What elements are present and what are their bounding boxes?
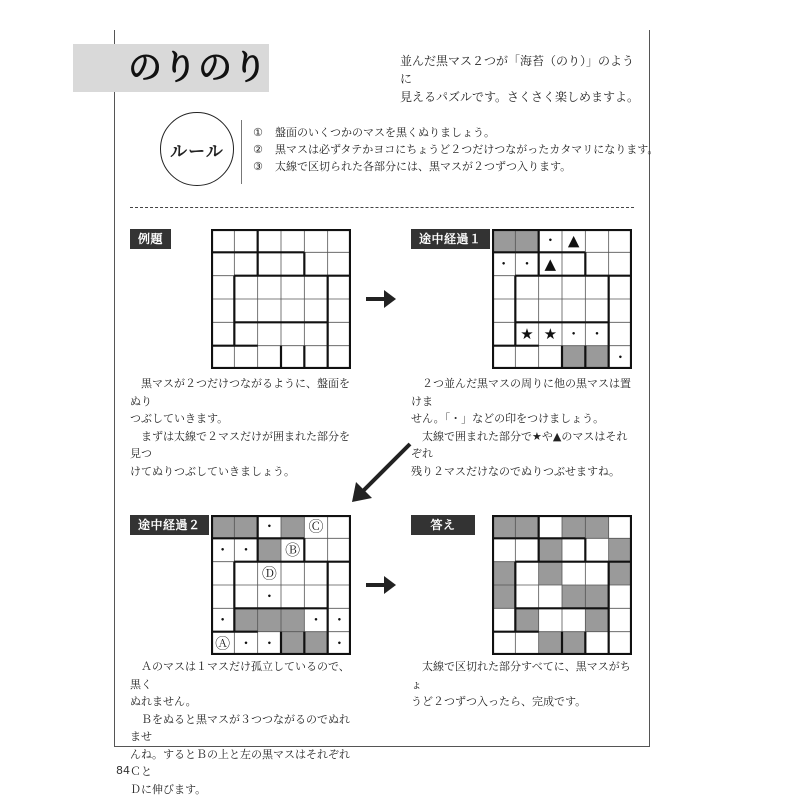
panel-label-example: 例題 bbox=[130, 229, 171, 249]
rule-text: 太線で区切られた各部分には、黒マスが２つずつ入ります。 bbox=[275, 160, 572, 173]
shaded-cell bbox=[492, 229, 515, 252]
cell-mark: ▲ bbox=[544, 255, 557, 273]
section-divider bbox=[130, 207, 634, 208]
text-line: ぬれません。 bbox=[130, 695, 197, 708]
puzzle-grid-answer bbox=[492, 515, 632, 655]
rule-item bbox=[253, 141, 658, 158]
panel-text-step1 bbox=[411, 375, 635, 480]
text-line: 黒マスが２つだけつながるように、盤面をぬり bbox=[130, 377, 350, 408]
puzzle-grid-step1 bbox=[492, 229, 632, 369]
text-line: けてぬりつぶしていきましょう。 bbox=[130, 464, 295, 478]
shaded-cell bbox=[609, 562, 632, 585]
cell-mark: ・ bbox=[262, 519, 277, 536]
rule-list bbox=[253, 124, 658, 175]
shaded-cell bbox=[609, 538, 632, 561]
shaded-cell bbox=[562, 632, 585, 655]
cell-mark: ・ bbox=[239, 543, 253, 559]
shaded-cell bbox=[281, 608, 304, 631]
cell-mark: ・ bbox=[543, 233, 558, 250]
cell-mark: ・ bbox=[590, 327, 604, 343]
arrow-right-icon bbox=[364, 573, 398, 597]
text-line: せん。「・」などの印をつけましょう。 bbox=[411, 412, 605, 425]
text-line: うど２つずつ入ったら、完成です。 bbox=[411, 695, 587, 708]
cell-mark: Ⓓ bbox=[261, 564, 277, 583]
rule-number: ③ bbox=[253, 160, 263, 173]
rule-number: ② bbox=[253, 143, 263, 156]
shaded-cell bbox=[515, 515, 538, 538]
shaded-cell bbox=[585, 515, 608, 538]
intro-line: 見えるパズルです。さくさく楽しめますよ。 bbox=[400, 90, 640, 104]
cell-mark: ・ bbox=[215, 613, 230, 629]
puzzle-grid-example bbox=[211, 229, 351, 369]
text-line: ２つ並んだ黒マスの周りに他の黒マスは置けま bbox=[411, 377, 631, 408]
text-line: 太線で囲まれた部分で★や▲のマスはそれぞれ bbox=[411, 429, 628, 460]
text-line: Ｂをぬると黒マスが３つつながるのでぬれませ bbox=[130, 712, 350, 743]
text-line: つぶしていきます。 bbox=[130, 412, 229, 425]
text-line: 太線で区切れた部分すべてに、黒マスがちょ bbox=[411, 660, 631, 691]
shaded-cell bbox=[492, 562, 515, 585]
cell-mark: ★ bbox=[543, 325, 558, 343]
cell-mark: ・ bbox=[239, 636, 253, 653]
shaded-cell bbox=[234, 515, 257, 538]
rule-item bbox=[253, 124, 658, 141]
shaded-cell bbox=[585, 608, 608, 631]
shaded-cell bbox=[258, 608, 281, 631]
cell-mark: ・ bbox=[332, 613, 347, 629]
cell-mark: ・ bbox=[496, 257, 511, 273]
rule-text: 盤面のいくつかのマスを黒くぬりましょう。 bbox=[275, 126, 495, 139]
rule-divider bbox=[241, 120, 242, 184]
shaded-cell bbox=[585, 585, 608, 608]
cell-mark: ・ bbox=[613, 350, 628, 367]
page-number: 84 bbox=[116, 764, 130, 777]
grid-svg bbox=[211, 515, 351, 655]
rule-badge bbox=[160, 112, 234, 186]
shaded-cell bbox=[539, 538, 562, 561]
panel-label-step2: 途中経過２ bbox=[130, 515, 209, 535]
rule-label: ルール bbox=[170, 141, 224, 162]
shaded-cell bbox=[281, 515, 304, 538]
shaded-cell bbox=[585, 346, 608, 369]
cell-mark: Ⓐ bbox=[215, 634, 231, 653]
shaded-cell bbox=[258, 538, 281, 561]
grid-svg bbox=[211, 229, 351, 369]
cell-mark: ・ bbox=[566, 327, 581, 343]
shaded-cell bbox=[539, 632, 562, 655]
shaded-cell bbox=[492, 585, 515, 608]
rule-text: 黒マスは必ずタテかヨコにちょうど２つだけつながったカタマリになります。 bbox=[275, 143, 659, 156]
panel-text-answer bbox=[411, 658, 635, 711]
panel-label-step1: 途中経過１ bbox=[411, 229, 490, 249]
cell-mark: ・ bbox=[215, 543, 230, 559]
shaded-cell bbox=[562, 585, 585, 608]
panel-text-example bbox=[130, 375, 354, 480]
text-line: んね。するとＢの上と左の黒マスはそれぞれＣと bbox=[130, 747, 350, 778]
shaded-cell bbox=[515, 608, 538, 631]
shaded-cell bbox=[304, 632, 327, 655]
cell-mark: Ⓒ bbox=[308, 517, 324, 536]
arrow-down-left-icon bbox=[348, 440, 414, 506]
intro-line: 並んだ黒マス２つが「海苔（のり）」のように bbox=[400, 54, 635, 86]
text-line: まずは太線で２マスだけが囲まれた部分を見つ bbox=[130, 429, 350, 460]
rule-item bbox=[253, 158, 658, 175]
shaded-cell bbox=[281, 632, 304, 655]
cell-mark: Ⓑ bbox=[285, 541, 301, 559]
cell-mark: ・ bbox=[520, 257, 534, 273]
panel-label-answer: 答え bbox=[411, 515, 475, 535]
panel-text-step2 bbox=[130, 658, 354, 798]
shaded-cell bbox=[515, 229, 538, 252]
text-line: Ｄに伸びます。 bbox=[130, 782, 207, 796]
text-line: Ａのマスは１マスだけ孤立しているので、黒く bbox=[130, 660, 350, 691]
shaded-cell bbox=[562, 515, 585, 538]
cell-mark: ・ bbox=[332, 636, 347, 653]
shaded-cell bbox=[492, 515, 515, 538]
cell-mark: ★ bbox=[520, 325, 534, 343]
cell-mark: ・ bbox=[262, 636, 277, 653]
cell-mark: ▲ bbox=[567, 231, 580, 250]
grid-svg bbox=[492, 229, 632, 369]
shaded-cell bbox=[539, 562, 562, 585]
arrow-right-icon bbox=[364, 287, 398, 311]
rule-number: ① bbox=[253, 126, 263, 139]
grid-svg bbox=[492, 515, 632, 655]
shaded-cell bbox=[562, 346, 585, 369]
cell-mark: ・ bbox=[262, 589, 277, 606]
puzzle-grid-step2 bbox=[211, 515, 351, 655]
cell-mark: ・ bbox=[309, 613, 323, 629]
shaded-cell bbox=[234, 608, 257, 631]
text-line: 残り２マスだけなのでぬりつぶせますね。 bbox=[411, 464, 620, 478]
shaded-cell bbox=[211, 515, 234, 538]
intro-text bbox=[400, 52, 640, 106]
page-title: のりのり bbox=[128, 48, 268, 88]
